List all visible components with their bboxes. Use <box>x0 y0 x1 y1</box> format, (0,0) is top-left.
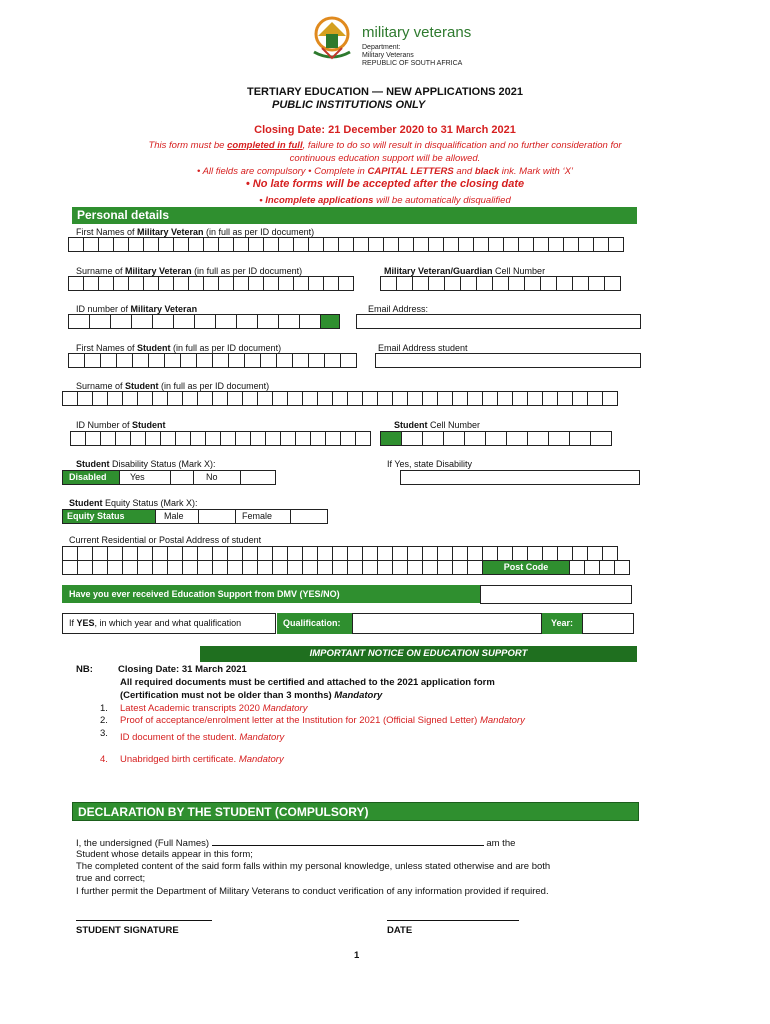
vet-first-names-label: First Names of Military Veteran (in full as per ID document) <box>76 227 315 237</box>
equity-male-checkbox[interactable] <box>198 509 236 524</box>
personal-details-heading: Personal details <box>72 207 637 224</box>
if-yes-label: If YES, in which year and what qualification <box>62 613 276 634</box>
form-subtitle: PUBLIC INSTITUTIONS ONLY <box>272 99 426 111</box>
student-surname-label: Surname of Student (in full as per ID document) <box>76 381 270 391</box>
address-label: Current Residential or Postal Address of student <box>69 535 262 545</box>
declaration-line-4: true and correct; <box>76 873 146 884</box>
form-title: TERTIARY EDUCATION — NEW APPLICATIONS 2021 <box>246 86 524 98</box>
signature-line[interactable] <box>76 920 212 921</box>
student-cell-label: Student Cell Number <box>394 420 481 430</box>
notice-line-1: This form must be completed in full, failure to do so will result in disqualification and no further consideration for <box>148 140 622 151</box>
vet-email-input[interactable] <box>356 314 641 329</box>
important-notice-heading: IMPORTANT NOTICE ON EDUCATION SUPPORT <box>200 646 637 662</box>
disabled-label: Disabled <box>62 470 120 485</box>
notice-line-4: • No late forms will be accepted after the closing date <box>245 178 525 190</box>
date-label: DATE <box>387 925 413 936</box>
doc-item-1-text: Latest Academic transcripts 2020 Mandatory <box>120 703 308 714</box>
disability-label: Student Disability Status (Mark X): <box>76 459 216 469</box>
qualification-label: Qualification: <box>277 613 352 634</box>
vet-surname-input[interactable] <box>68 276 353 291</box>
important-closing: Closing Date: 31 March 2021 <box>118 664 247 675</box>
support-question: Have you ever received Education Support from DMV (YES/NO) <box>62 585 480 603</box>
vet-surname-label: Surname of Military Veteran (in full as per ID document) <box>76 266 303 276</box>
equity-female-checkbox[interactable] <box>290 509 328 524</box>
brand-subtitle: Department: Military Veterans REPUBLIC OF SOUTH AFRICA <box>362 44 463 67</box>
student-surname-input[interactable] <box>62 391 617 406</box>
full-names-input[interactable] <box>212 836 484 846</box>
disability-options <box>62 470 275 485</box>
doc-item-3: 3. <box>100 728 108 739</box>
equity-female-label: Female <box>235 509 291 524</box>
date-line[interactable] <box>387 920 519 921</box>
student-id-label: ID Number of Student <box>76 420 166 430</box>
equity-male-label: Male <box>155 509 199 524</box>
student-email-label: Email Address student <box>378 343 468 353</box>
notice-line-5: • Incomplete applications will be automatically disqualified <box>259 195 511 206</box>
post-code-label: Post Code <box>482 560 570 575</box>
notice-line-2: continuous education support will be allowed. <box>289 153 481 164</box>
student-id-input[interactable] <box>70 431 370 446</box>
vet-first-names-input[interactable] <box>68 237 623 252</box>
disability-yes-label: Yes <box>119 470 171 485</box>
year-label: Year: <box>542 613 582 634</box>
declaration-line-5: I further permit the Department of Military Veterans to conduct verification of any information provided if required. <box>76 886 549 897</box>
support-answer-input[interactable] <box>480 585 632 604</box>
qualification-input[interactable] <box>352 613 542 634</box>
signature-label: STUDENT SIGNATURE <box>76 925 179 936</box>
equity-options <box>62 509 327 524</box>
notice-line-3: • All fields are compulsory • Complete in CAPITAL LETTERS and black ink. Mark with ‘X’ <box>196 166 574 177</box>
disability-yes-checkbox[interactable] <box>170 470 194 485</box>
doc-item-3-text: ID document of the student. Mandatory <box>120 732 285 743</box>
declaration-heading: DECLARATION BY THE STUDENT (COMPULSORY) <box>72 802 639 821</box>
address-input-row-2[interactable] <box>62 560 629 575</box>
vet-cell-input[interactable] <box>380 276 620 291</box>
vet-email-label: Email Address: <box>368 304 429 314</box>
doc-item-4: 4. <box>100 754 108 765</box>
page-number: 1 <box>354 950 360 961</box>
disability-state-label: If Yes, state Disability <box>387 459 473 469</box>
year-input[interactable] <box>582 613 634 634</box>
important-req-1: All required documents must be certified and attached to the 2021 application form <box>120 677 495 688</box>
disability-no-label: No <box>193 470 241 485</box>
doc-item-2-text: Proof of acceptance/enrolment letter at the Institution for 2021 (Official Signed Letter) Mandatory <box>120 715 525 726</box>
brand-name: military veterans <box>362 24 472 41</box>
declaration-line-2: Student whose details appear in this form; <box>76 849 253 860</box>
declaration-line-1: I, the undersigned (Full Names) am the <box>76 838 516 849</box>
vet-id-label: ID number of Military Veteran <box>76 304 198 314</box>
vet-cell-label: Military Veteran/Guardian Cell Number <box>384 266 546 276</box>
nb-label: NB: <box>76 664 93 675</box>
coat-of-arms-icon <box>304 14 360 66</box>
student-email-input[interactable] <box>375 353 641 368</box>
equity-status-label: Equity Status <box>62 509 156 524</box>
student-cell-input[interactable] <box>380 431 611 446</box>
equity-label: Student Equity Status (Mark X): <box>69 498 198 508</box>
disability-state-input[interactable] <box>400 470 640 485</box>
disability-no-checkbox[interactable] <box>240 470 276 485</box>
student-first-names-input[interactable] <box>68 353 356 368</box>
vet-id-input[interactable] <box>68 314 339 329</box>
declaration-line-3: The completed content of the said form falls within my personal knowledge, unless stated otherwise and are both <box>76 861 551 872</box>
doc-item-1: 1. <box>100 703 108 714</box>
doc-item-4-text: Unabridged birth certificate. Mandatory <box>120 754 284 765</box>
address-input-row-1[interactable] <box>62 546 617 561</box>
student-first-names-label: First Names of Student (in full as per ID document) <box>76 343 282 353</box>
doc-item-2: 2. <box>100 715 108 726</box>
closing-date: Closing Date: 21 December 2020 to 31 March 2021 <box>254 124 516 136</box>
important-req-2: (Certification must not be older than 3 months) Mandatory <box>120 690 383 701</box>
